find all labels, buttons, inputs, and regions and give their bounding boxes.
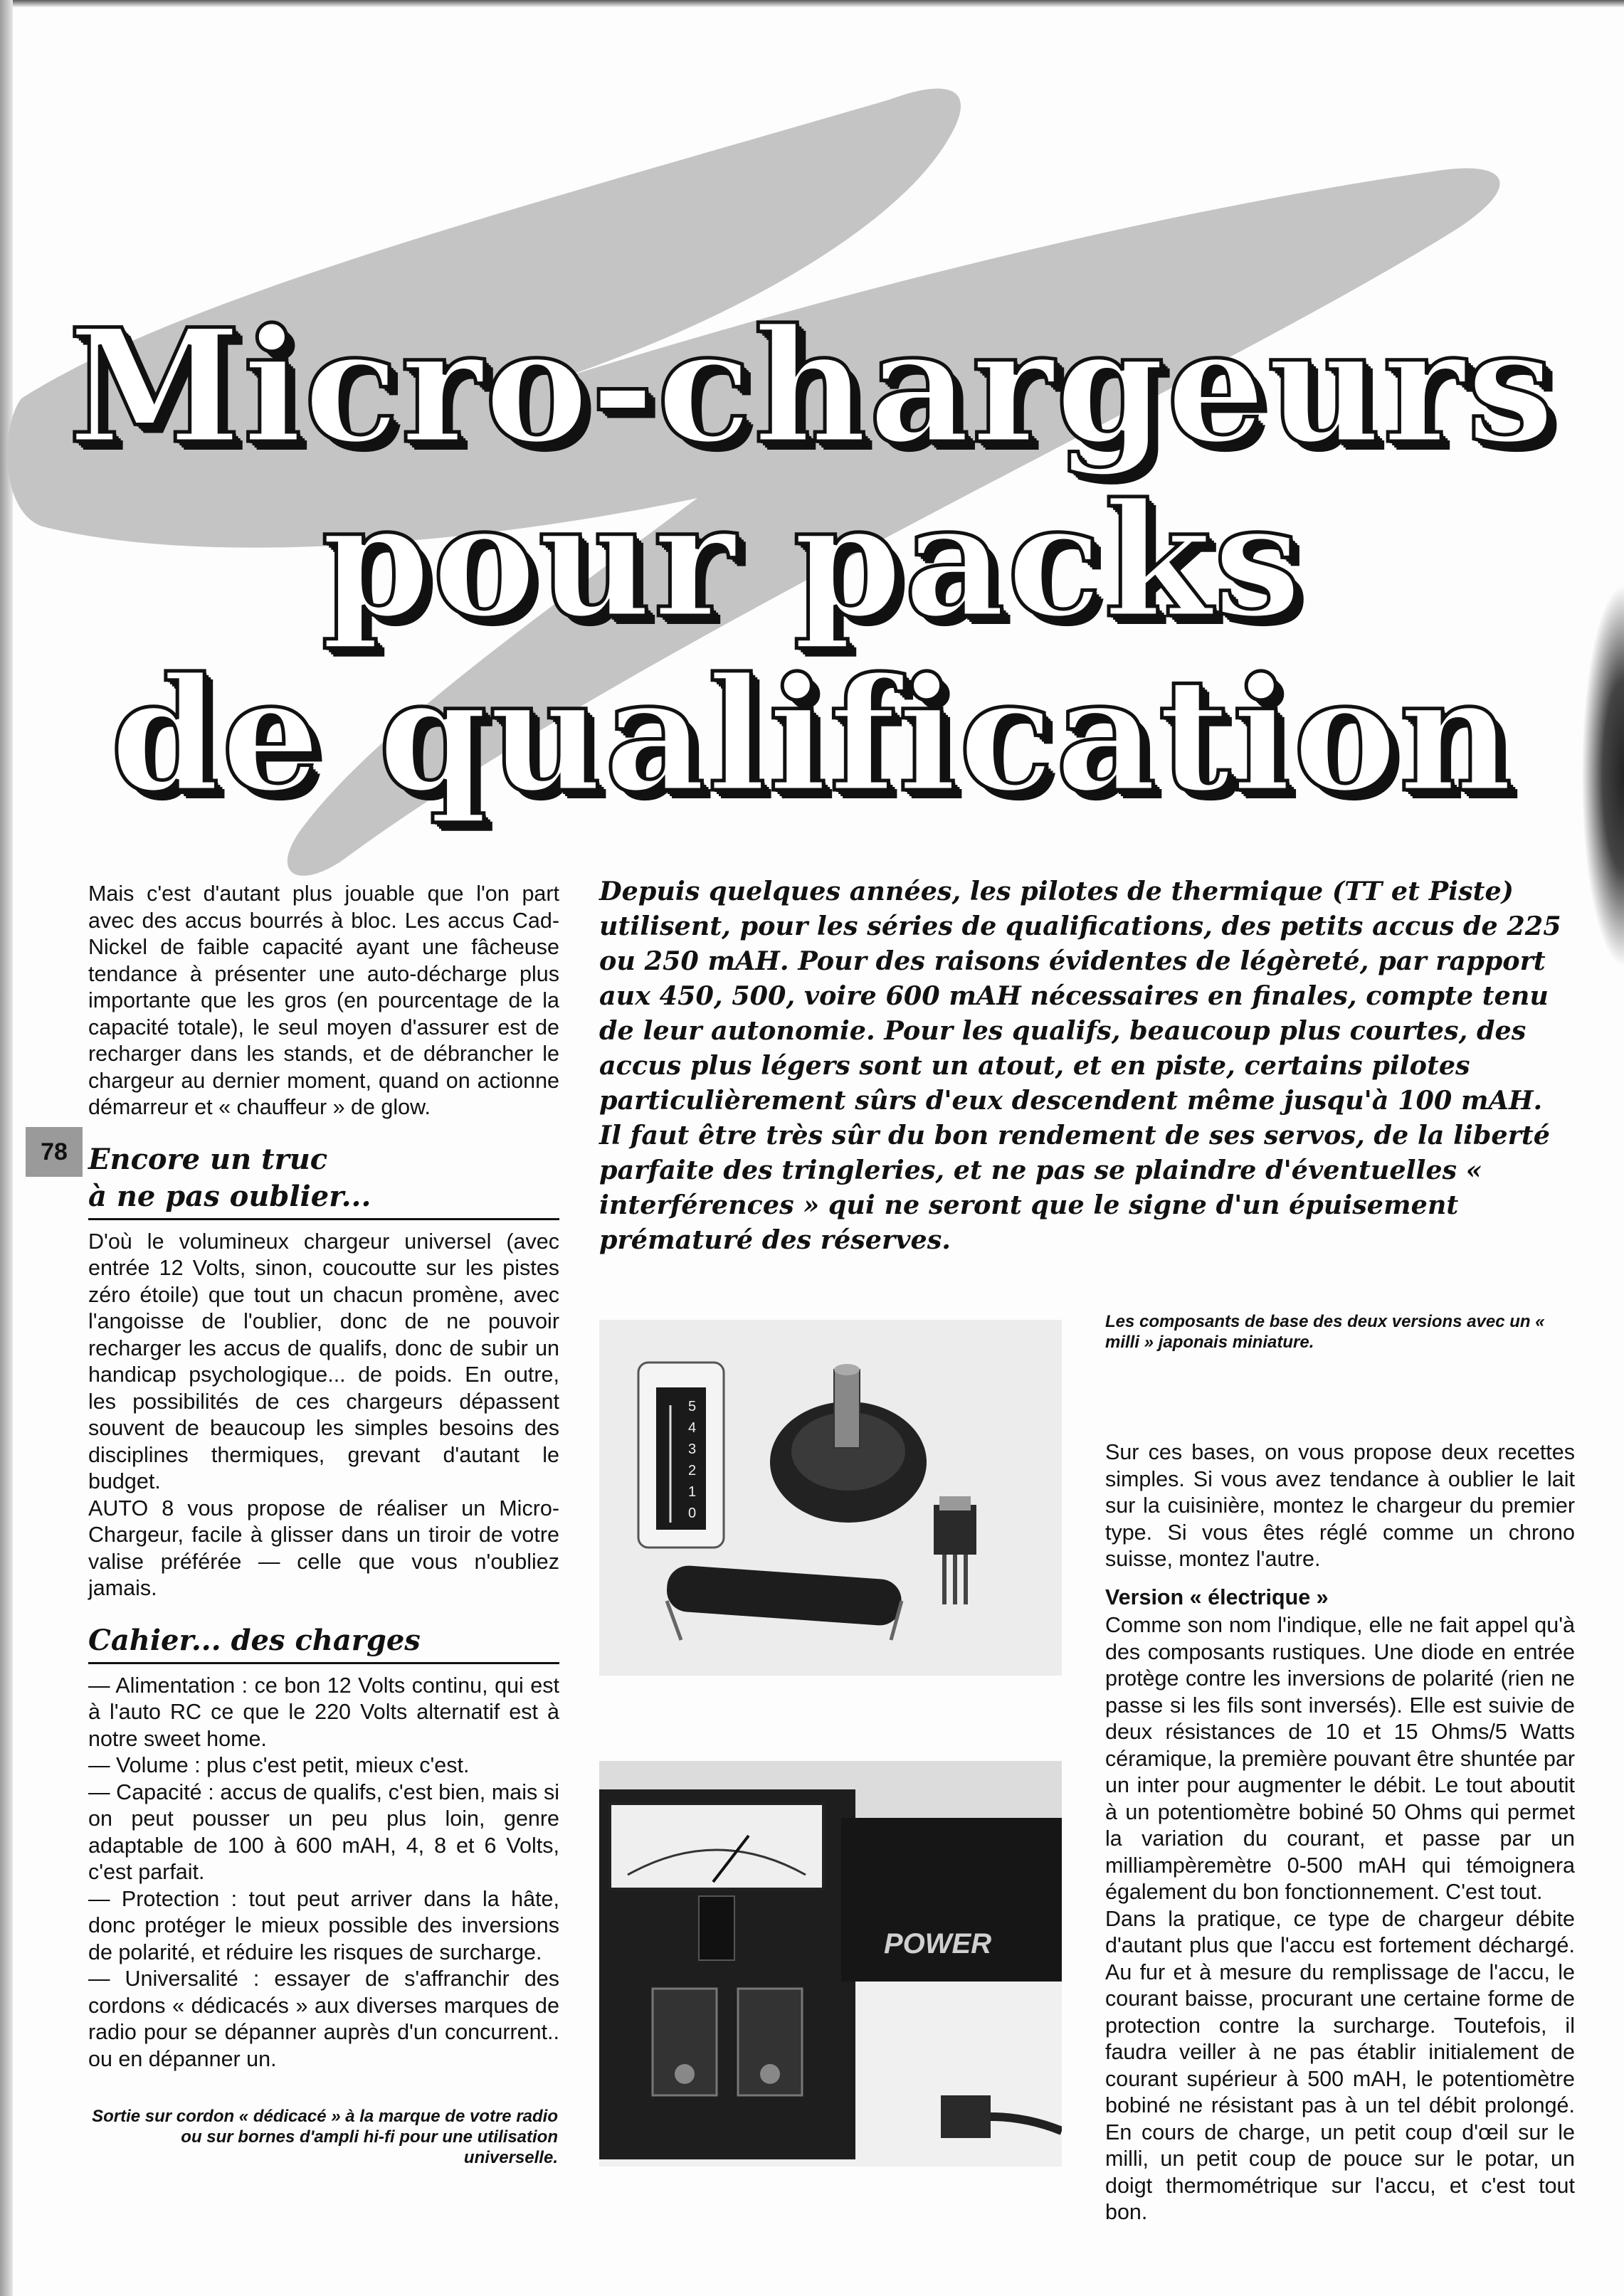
page-number: 78 xyxy=(41,1138,68,1165)
left-column xyxy=(88,881,559,2073)
section-heading-encore: Encore un truc à ne pas oublier... xyxy=(88,1141,559,1220)
title-line-3: de qualification xyxy=(110,642,1514,827)
meter-label-2: 2 xyxy=(688,1463,697,1478)
article-title xyxy=(0,294,1624,827)
right-column xyxy=(1105,1439,1575,2226)
meter-label-3: 3 xyxy=(688,1441,697,1457)
components-photo-graphic xyxy=(599,1320,1062,1676)
caption-components: Les composants de base des deux versions avec un « milli » japonais miniature. xyxy=(1105,1312,1545,1352)
left-paragraph-1: Mais c'est d'autant plus jouable que l'on part avec des accus bourrés à bloc. Les accus Cad-Nickel de faible capacité ayant une fâcheuse tendance à présenter une auto-décharge plus importante que les gros (en pourcentage de la capacité totale), le seul moyen d'assurer est de recharger dans les stands, et de débrancher le chargeur au dernier moment, quand on actionne démarreur et « chauffeur » de glow. xyxy=(88,882,559,1119)
right-paragraph-2: Comme son nom l'indique, elle ne fait appel qu'à des composants rustiques. Une diode en entrée protège contre les inversions de polarité (rien ne passe si les fils sont inversés). Elle est suivie de deux résistances de 10 et 15 Ohms/5 Watts céramique, la première pouvant être shuntée par un inter pour augmenter le débit. Le tout aboutit à un potentiomètre bobiné 50 Ohms qui permet la variation du courant, et passe par un milliampèremètre 0-500 mAH qui témoignera également du bon fonctionnement. C'est tout. Dans la pratique, ce type de chargeur débite d'autant plus que l'accu est fortement déchargé. Au fur et à mesure du remplissage de l'accu, le courant baisse, procurant une certaine forme de protection contre la surcharge. Toutefois, il faudra veiller à ne pas établir initialement de courant supérieur à 500 mAH, le potentiomètre bobiné ne résistant pas à un tel débit prolongé. En cours de charge, un petit coup d'œil sur le milli, un petit coup de pouce sur le potar, un doigt thermométrique sur l'accu, et c'est tout bon. xyxy=(1105,1613,1575,2224)
power-brand-label: POWER xyxy=(884,1928,992,1959)
meter-label-1: 1 xyxy=(688,1484,697,1500)
meter-label-0: 0 xyxy=(688,1506,697,1521)
title-line-2: pour packs xyxy=(321,468,1303,652)
charger-photo-graphic xyxy=(599,1761,1062,2167)
meter-label-5: 5 xyxy=(688,1399,697,1414)
left-paragraph-2: D'où le volumineux chargeur universel (avec entrée 12 Volts, sinon, coucoutte sur les pistes zéro étoile) que tout un chacun promène, avec l'angoisse de l'oublier, donc de ne pouvoir recharger les accus de qualifs, donc de subir un handicap psychologique... de poids. En outre, les possibilités de ces chargeurs dépassent souvent de beaucoup les simples besoins des disciplines thermiques, grevant d'autant le budget. AUTO 8 vous propose de réaliser un Micro-Chargeur, facile à glisser dans un tiroir de votre valise préférée — celle que vous n'oubliez jamais. xyxy=(88,1229,559,1600)
charger-photo xyxy=(599,1761,1062,2167)
right-paragraph-1: Sur ces bases, on vous propose deux recettes simples. Si vous avez tendance à oublier le lait sur la cuisinière, montez le chargeur du premier type. Si vous êtes réglé comme un chrono suisse, montez l'autre. xyxy=(1105,1440,1575,1571)
left-paragraph-3: — Alimentation : ce bon 12 Volts continu, qui est à l'auto RC ce que le 220 Volts alternatif est à notre sweet home. — Volume : plus c'est petit, mieux c'est. — Capacité : accus de qualifs, c'est bien, mais si on peut pousser un peu plus loin, genre adaptable de 100 à 600 mAH, 4, 8 et 6 Volts, c'est parfait. — Protection : tout peut arriver dans la hâte, donc protéger le mieux possible des inversions de polarité, et réduire les risques de surcharge. — Universalité : essayer de s'affranchir des cordons « dédicacés » aux diverses marques de radio pour se dépanner auprès d'un concurrent.. ou en dépanner un. xyxy=(88,1673,559,2071)
caption-charger: Sortie sur cordon « dédicacé » à la marque de votre radio ou sur bornes d'ampli hi-fi pour une utilisation universelle. xyxy=(92,2107,558,2167)
components-photo xyxy=(599,1320,1062,1676)
meter-label-4: 4 xyxy=(688,1420,697,1436)
section-heading-cahier: Cahier... des charges xyxy=(88,1622,559,1664)
subheading-version-electrique: Version « électrique » xyxy=(1105,1585,1329,1609)
title-line-1: Micro-chargeurs xyxy=(68,294,1556,478)
article-intro: Depuis quelques années, les pilotes de thermique (TT et Piste) utilisent, pour les séries de qualifications, des petits accus de 225 ou 250 mAH. Pour des raisons évidentes de légèreté, par rapport aux 450, 500, voire 600 mAH nécessaires en finales, compte tenu de leur autonomie. Pour les qualifs, beaucoup plus courtes, des accus plus légers sont un atout, et en piste, certains pilotes particulièrement sûrs d'eux descendent même jusqu'à 100 mAH. Il faut être très sûr du bon rendement de ses servos, de la liberté parfaite des tringleries, et ne pas se plaindre d'éventuelles « interférences » qui ne seront que le signe d'un épuisement prématuré des réserves. xyxy=(599,876,1561,1255)
page-number-tab xyxy=(26,1127,83,1177)
